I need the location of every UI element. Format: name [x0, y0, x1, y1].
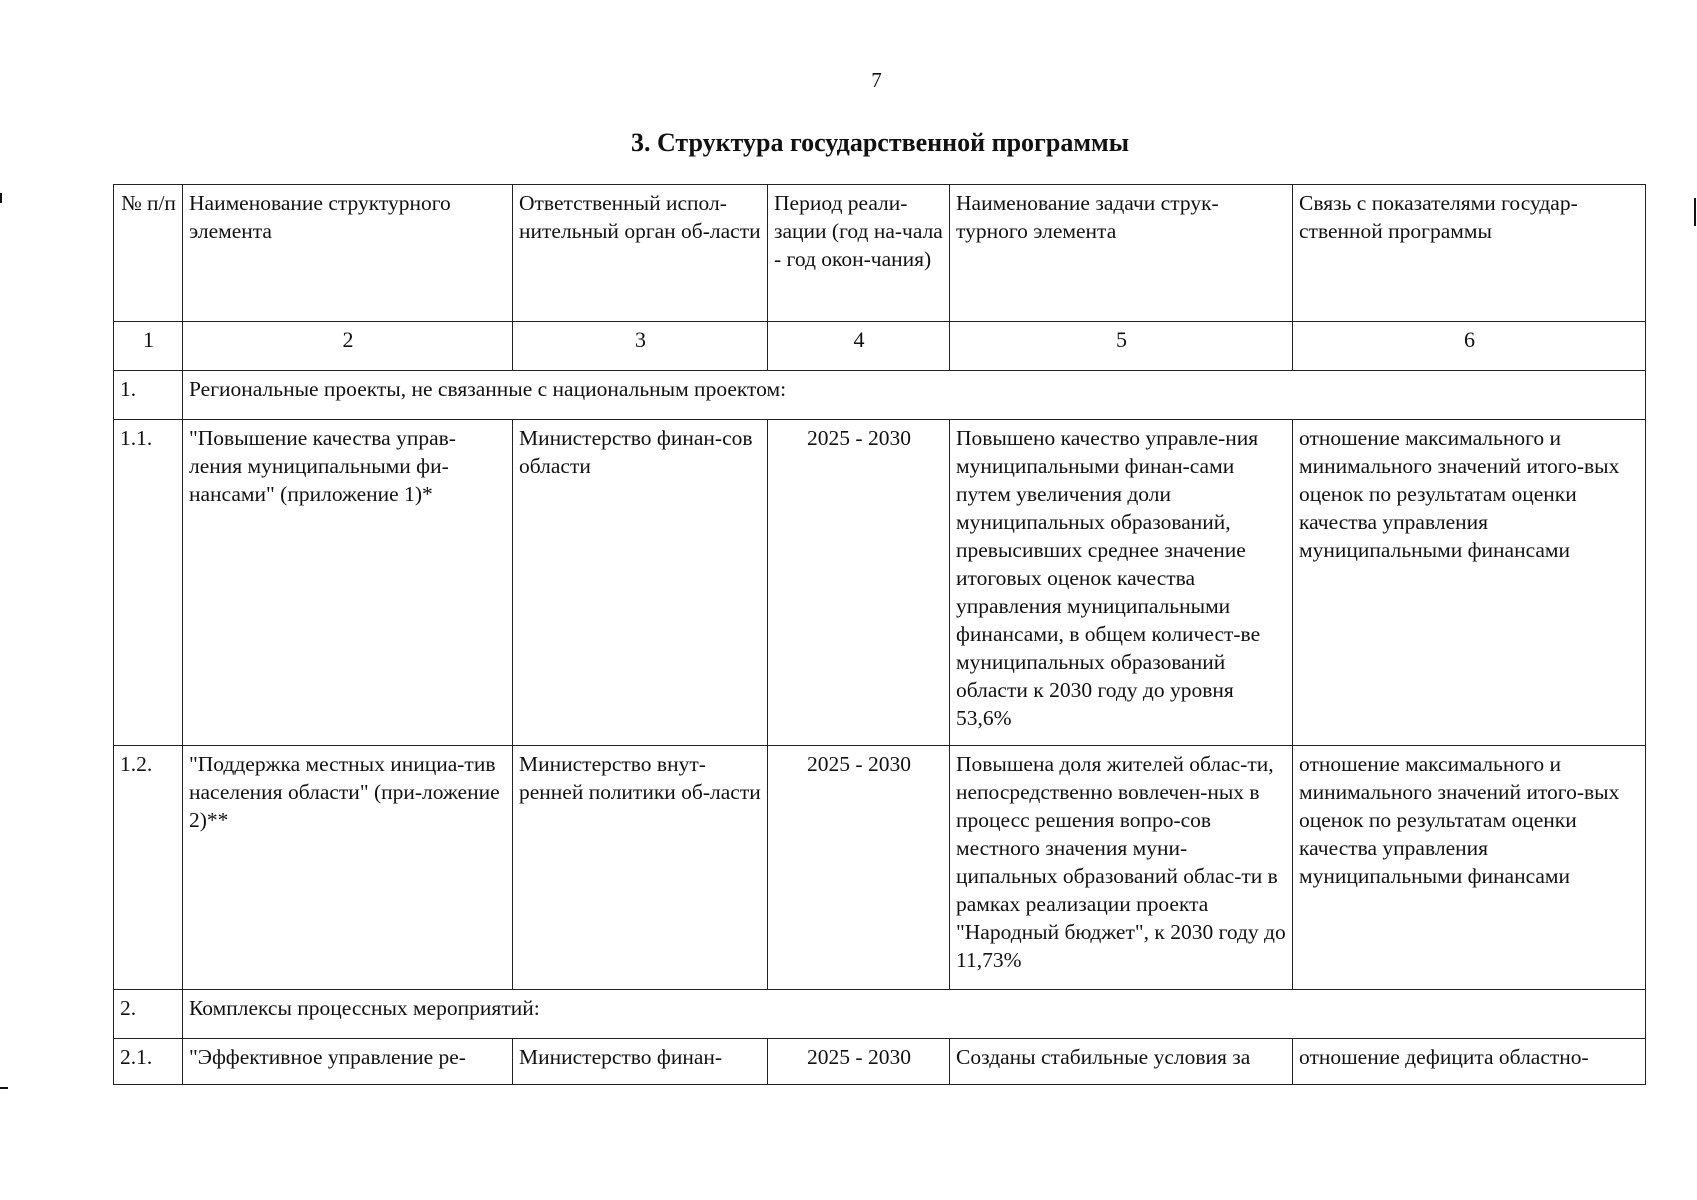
page-number: 7 [871, 68, 882, 92]
section-title-cell: Региональные проекты, не связанные с национальным проектом: [183, 371, 1646, 420]
column-number: 1 [114, 322, 183, 371]
table-row [114, 420, 1646, 746]
header-cell-element-name: Наименование структурного элемента [183, 185, 513, 322]
section-title: 3. Структура государственной программы [630, 128, 1130, 157]
column-number: 4 [768, 322, 950, 371]
header-cell-task: Наименование задачи струк-турного элемента [950, 185, 1293, 322]
row-agency: Министерство финан- [513, 1039, 768, 1085]
scan-mark-left-bottom [0, 1087, 8, 1089]
column-number: 5 [950, 322, 1293, 371]
section-row-regional-projects [114, 371, 1646, 420]
section-row-process-complexes [114, 990, 1646, 1039]
row-task: Повышено качество управле-ния муниципальными финан-сами путем увеличения доли муниципальных образований, превысивших среднее значение итоговых оценок качества управления муниципальными финансами, в общем количест-ве муниципальных образований области к 2030 году до уровня 53,6% [950, 420, 1293, 746]
row-period: 2025 - 2030 [768, 1039, 950, 1085]
table-header-row [114, 185, 1646, 322]
row-element-name: "Поддержка местных инициа-тив населения области" (при-ложение 2)** [183, 746, 513, 990]
header-cell-number: № п/п [114, 185, 183, 322]
row-agency: Министерство внут-ренней политики об-ласти [513, 746, 768, 990]
row-element-name: "Повышение качества управ-ления муниципальными фи-нансами" (приложение 1)* [183, 420, 513, 746]
section-title-cell: Комплексы процессных мероприятий: [183, 990, 1646, 1039]
section-number: 2. [114, 990, 183, 1039]
scan-mark-right [1694, 198, 1696, 226]
row-number: 1.2. [114, 746, 183, 990]
column-number: 6 [1293, 322, 1646, 371]
row-number: 1.1. [114, 420, 183, 746]
row-task: Повышена доля жителей облас-ти, непосредственно вовлечен-ных в процесс решения вопро-сов местного значения муни-ципальных образований облас-ти в рамках реализации проекта "Народный бюджет", к 2030 году до 11,73% [950, 746, 1293, 990]
header-cell-indicator-link: Связь с показателями государ-ственной программы [1293, 185, 1646, 322]
row-indicator: отношение дефицита областно- [1293, 1039, 1646, 1085]
header-cell-agency: Ответственный испол-нительный орган об-ласти [513, 185, 768, 322]
scan-mark-left [0, 193, 2, 203]
header-cell-period: Период реали-зации (год на-чала - год окон-чания) [768, 185, 950, 322]
table-row [114, 746, 1646, 990]
row-period: 2025 - 2030 [768, 420, 950, 746]
column-number: 3 [513, 322, 768, 371]
row-number: 2.1. [114, 1039, 183, 1085]
row-element-name: "Эффективное управление ре- [183, 1039, 513, 1085]
structure-table [113, 184, 1646, 1085]
column-number: 2 [183, 322, 513, 371]
table-row [114, 1039, 1646, 1085]
row-indicator: отношение максимального и минимального значений итого-вых оценок по результатам оценки качества управления муниципальными финансами [1293, 420, 1646, 746]
section-number: 1. [114, 371, 183, 420]
row-indicator: отношение максимального и минимального значений итого-вых оценок по результатам оценки качества управления муниципальными финансами [1293, 746, 1646, 990]
row-task: Созданы стабильные условия за [950, 1039, 1293, 1085]
row-agency: Министерство финан-сов области [513, 420, 768, 746]
column-number-row [114, 322, 1646, 371]
row-period: 2025 - 2030 [768, 746, 950, 990]
